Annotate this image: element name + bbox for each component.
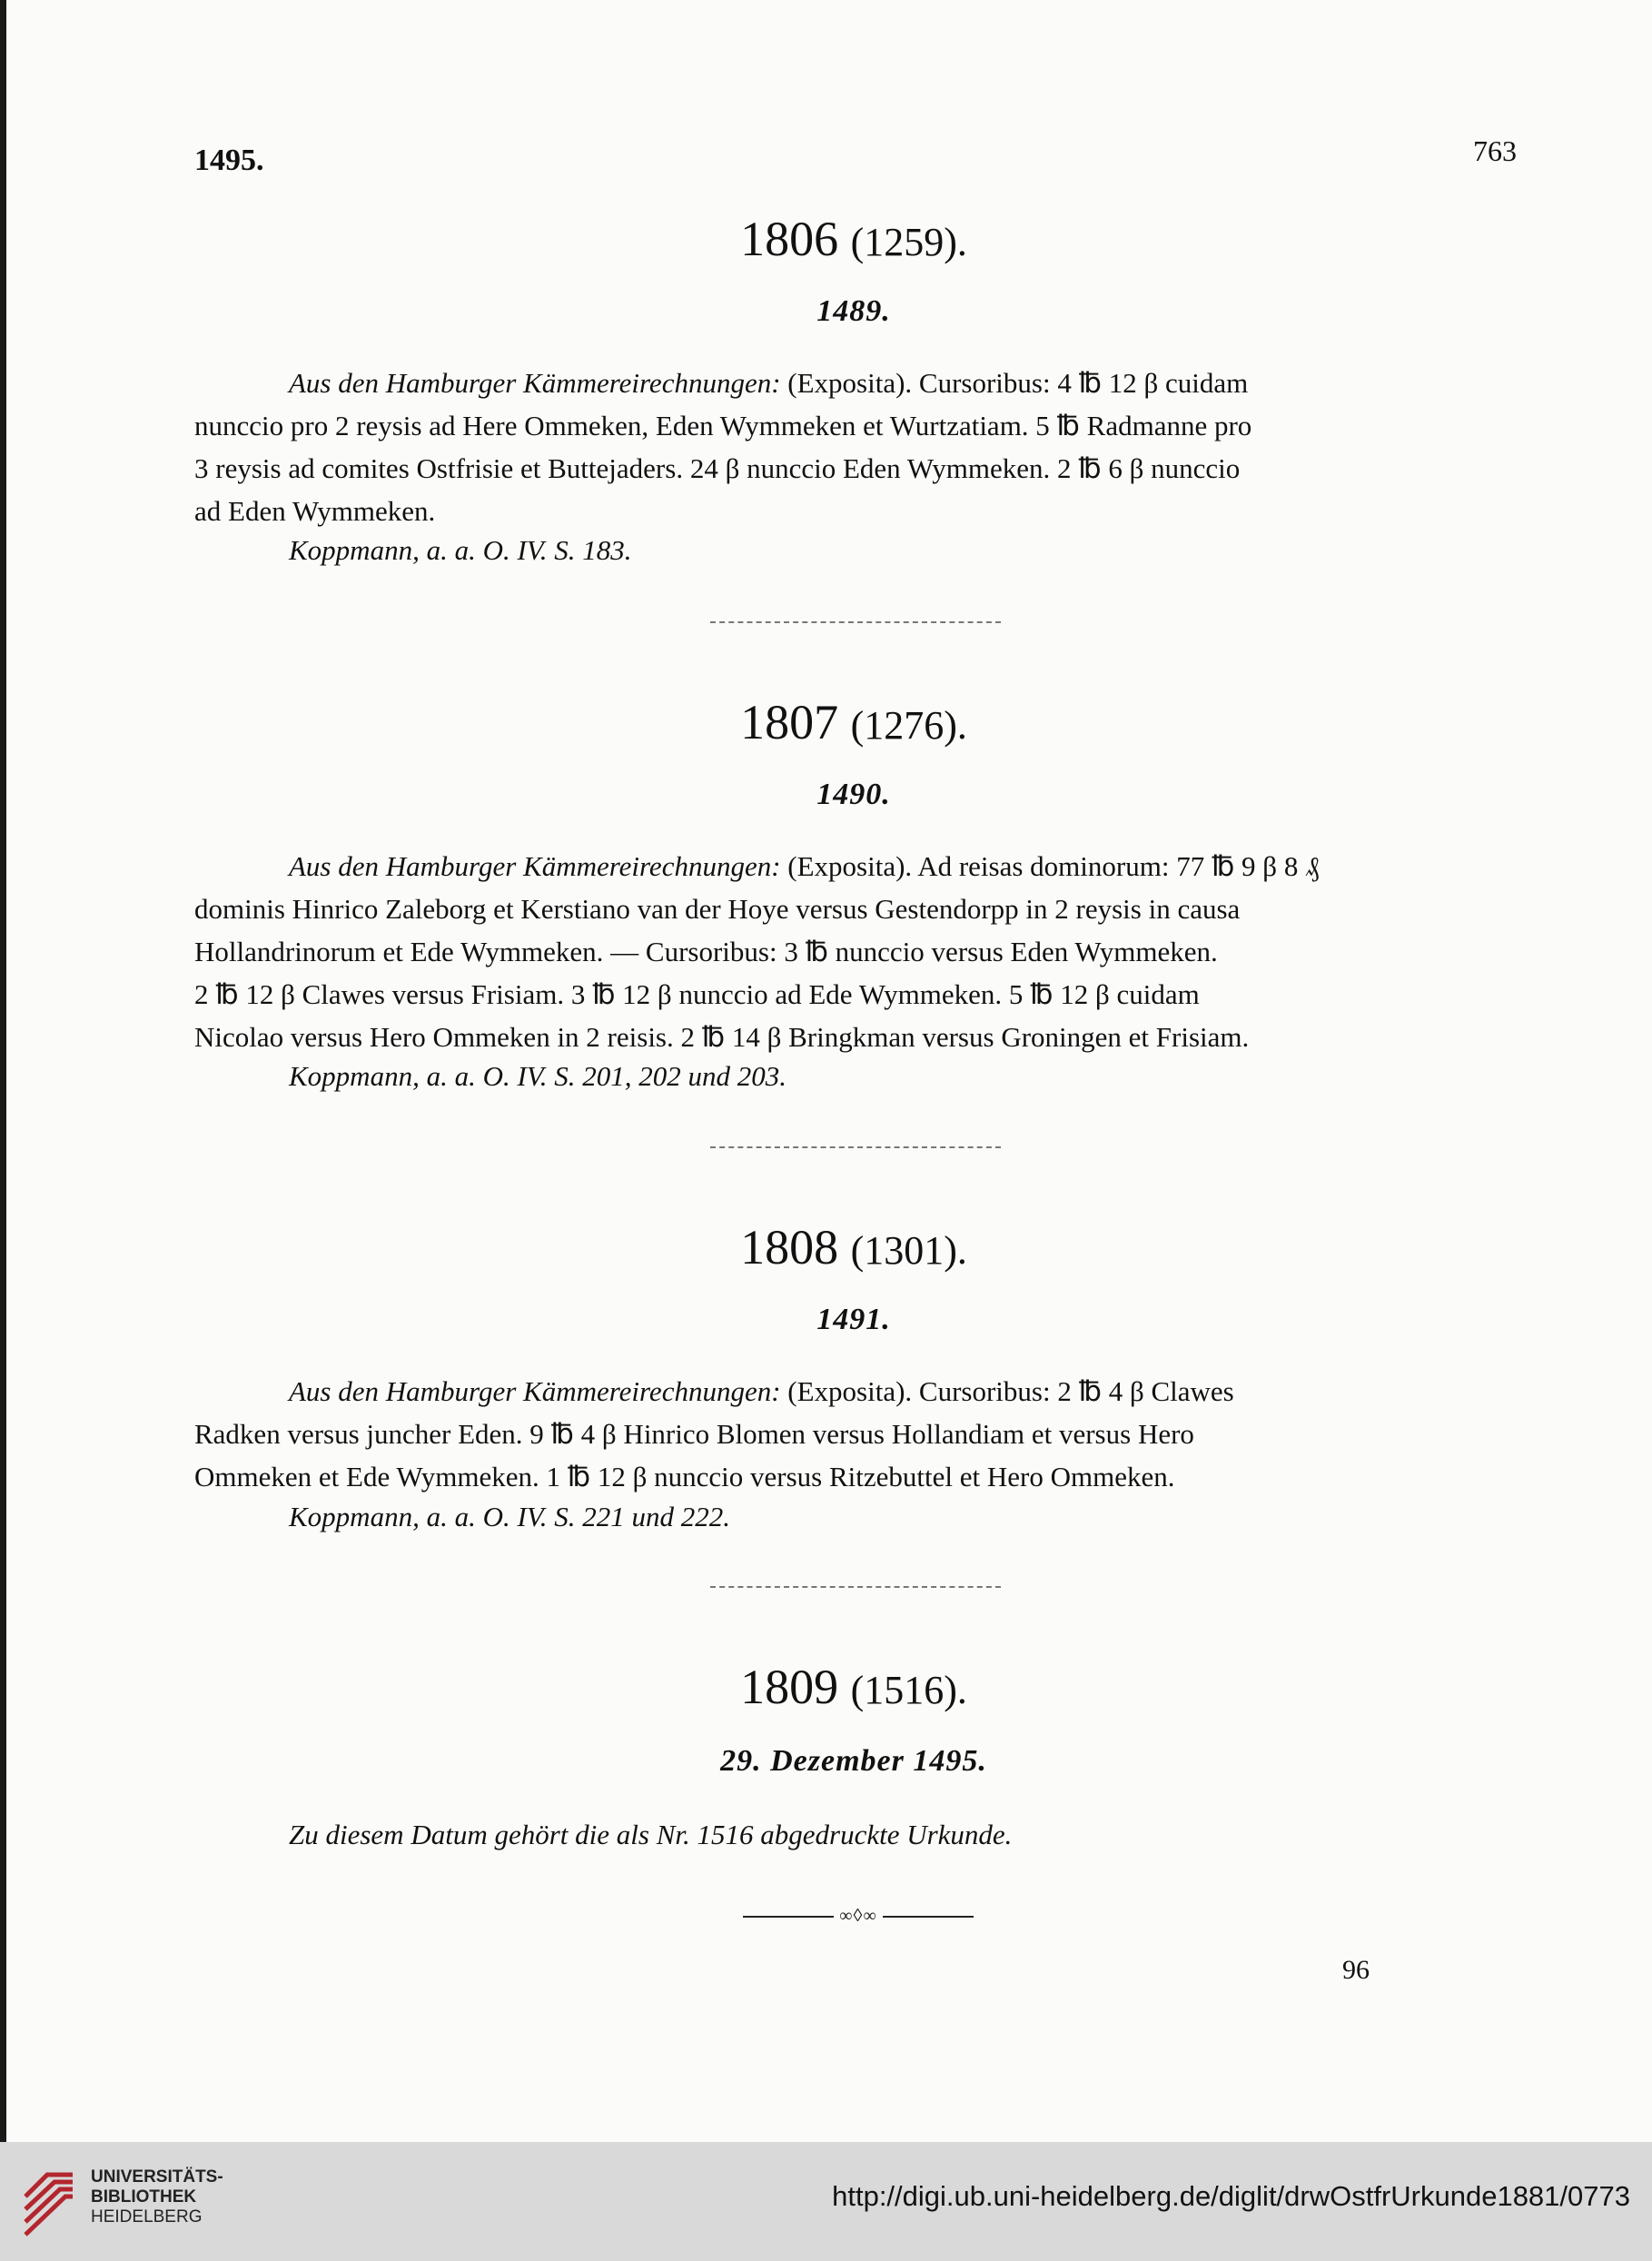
entry-date: 1490. <box>816 778 891 811</box>
entry-text <box>194 362 1522 404</box>
entry-heading <box>581 694 1126 750</box>
text-line: Aus den Hamburger Kämmereirechnungen: (Exposita). Cursoribus: 2 ℔ 4 β Clawes <box>289 1375 1234 1407</box>
running-head-year: 1495. <box>194 144 264 177</box>
entry-date: 1489. <box>816 294 891 328</box>
text-line: dominis Hinrico Zaleborg et Kerstiano van der Hoye versus Gestendorpp in 2 reysis in causa <box>194 893 1241 925</box>
logo-line: BIBLIOTHEK <box>91 2187 197 2206</box>
entry-heading <box>581 1659 1126 1715</box>
text-line: 2 ℔ 12 β Clawes versus Frisiam. 3 ℔ 12 β nunccio ad Ede Wymmeken. 5 ℔ 12 β cuidam <box>194 978 1200 1010</box>
text-line: ad Eden Wymmeken. <box>194 495 436 527</box>
entry-ref: (1259). <box>850 220 967 264</box>
section-divider <box>710 621 1001 623</box>
entry-date: 29. Dezember 1495. <box>720 1744 987 1778</box>
scan-edge-shadow <box>0 0 6 2142</box>
printer-signature: 96 <box>1342 1955 1370 1985</box>
entry-text <box>194 1813 1522 1856</box>
entry-ref: (1301). <box>850 1228 967 1273</box>
text-line: Nicolao versus Hero Ommeken in 2 reisis. 2 ℔ 14 β Bringkman versus Groningen et Frisiam. <box>194 1021 1250 1053</box>
closing-ornament: ∞◊∞ <box>727 1906 990 1927</box>
library-footer-bar <box>0 2142 1652 2261</box>
section-divider <box>710 1586 1001 1588</box>
text-line: Ommeken et Ede Wymmeken. 1 ℔ 12 β nunccio versus Ritzebuttel et Hero Ommeken. <box>194 1461 1175 1492</box>
entry-number: 1807 <box>740 695 839 749</box>
permalink-url[interactable]: http://digi.ub.uni-heidelberg.de/diglit/drwOstfrUrkunde1881/0773 <box>832 2180 1630 2212</box>
logo-line: UNIVERSITÄTS- <box>91 2167 223 2187</box>
text-line: Aus den Hamburger Kämmereirechnungen: (Exposita). Ad reisas dominorum: 77 ℔ 9 β 8 ₰ <box>289 850 1320 882</box>
entry-number: 1806 <box>740 212 839 266</box>
entry-ref: (1516). <box>850 1668 967 1712</box>
entry-ref: (1276). <box>850 703 967 748</box>
text-line: 3 reysis ad comites Ostfrisie et Buttejaders. 24 β nunccio Eden Wymmeken. 2 ℔ 6 β nunccio <box>194 452 1241 484</box>
library-logo-icon <box>18 2160 82 2242</box>
text-line: Aus den Hamburger Kämmereirechnungen: (Exposita). Cursoribus: 4 ℔ 12 β cuidam <box>289 367 1249 399</box>
entry-heading <box>581 211 1126 267</box>
section-divider <box>710 1146 1001 1148</box>
entry-number: 1809 <box>740 1660 839 1714</box>
text-line: Zu diesem Datum gehört die als Nr. 1516 abgedruckte Urkunde. <box>289 1819 1013 1850</box>
text-line: nunccio pro 2 reysis ad Here Ommeken, Eden Wymmeken et Wurtzatiam. 5 ℔ Radmanne pro <box>194 410 1252 441</box>
text-line: Hollandrinorum et Ede Wymmeken. — Cursoribus: 3 ℔ nunccio versus Eden Wymmeken. <box>194 936 1218 967</box>
logo-line: HEIDELBERG <box>91 2207 203 2226</box>
entry-date: 1491. <box>816 1303 891 1336</box>
entry-heading <box>581 1219 1126 1275</box>
entry-number: 1808 <box>740 1220 839 1274</box>
entry-text <box>194 845 1522 888</box>
text-line: Radken versus juncher Eden. 9 ℔ 4 β Hinrico Blomen versus Hollandiam et versus Hero <box>194 1418 1194 1450</box>
citation: Koppmann, a. a. O. IV. S. 221 und 222. <box>289 1501 730 1532</box>
entry-text <box>194 1370 1522 1413</box>
citation: Koppmann, a. a. O. IV. S. 183. <box>289 534 632 566</box>
library-logo-text <box>91 2167 223 2227</box>
page-number: 763 <box>1473 134 1517 167</box>
citation: Koppmann, a. a. O. IV. S. 201, 202 und 203. <box>289 1060 786 1092</box>
